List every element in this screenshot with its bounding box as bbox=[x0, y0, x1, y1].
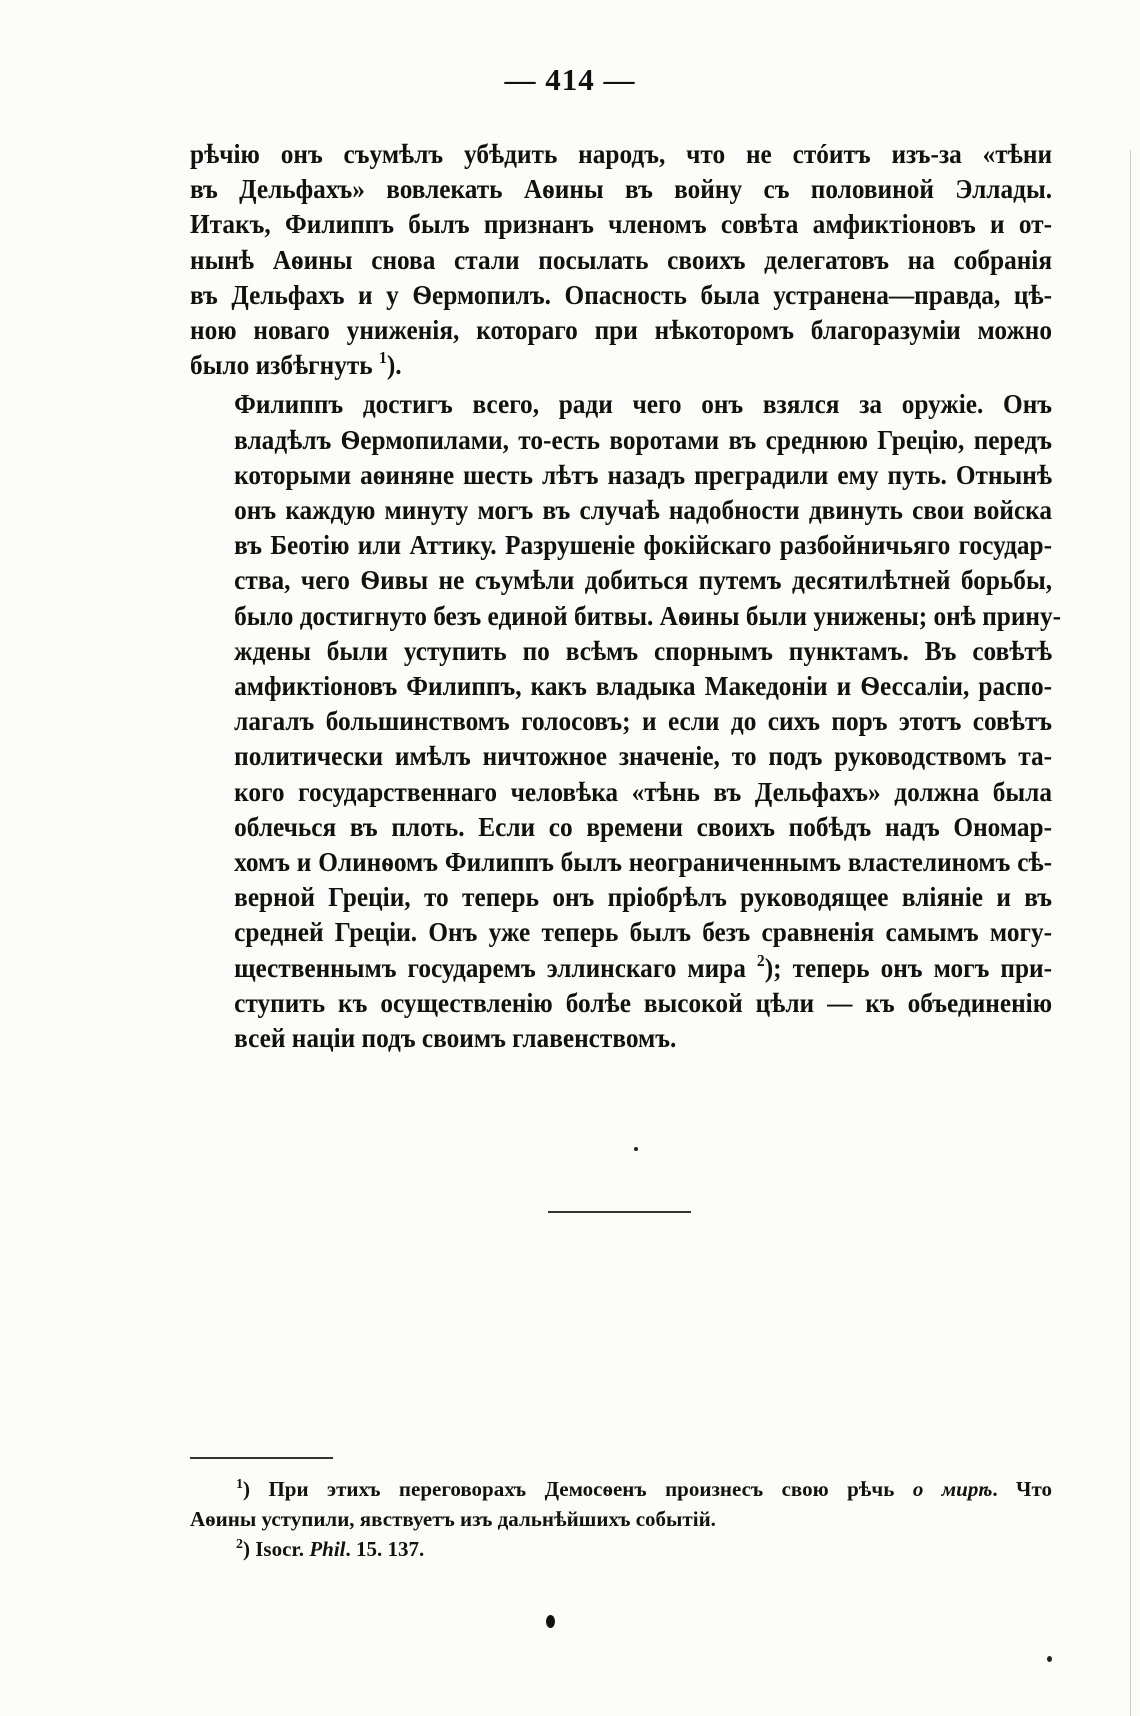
ink-blot bbox=[546, 1615, 555, 1628]
text-line: верной Греціи, то теперь онъ пріобрѣлъ руководящее вліяніе и въ bbox=[234, 881, 1053, 913]
text-fragment: ). bbox=[386, 349, 402, 381]
scan-edge bbox=[1130, 150, 1131, 1716]
text-line: рѣчію онъ съумѣлъ убѣдить народъ, что не стóитъ изъ-за «тѣни bbox=[190, 138, 1053, 169]
ink-speck bbox=[1047, 1656, 1052, 1662]
paragraph-2 bbox=[190, 386, 1062, 1055]
footnote-ref-1: 1 bbox=[379, 348, 387, 368]
footnote-2 bbox=[190, 1534, 1052, 1564]
text-line: амфиктіоновъ Филиппъ, какъ владыка Македоніи и Ѳессаліи, распо- bbox=[234, 670, 1053, 702]
text-line: въ Беотію или Аттику. Разрушеніе фокійскаго разбойничьяго государ- bbox=[234, 529, 1053, 561]
footnote-divider bbox=[190, 1457, 333, 1459]
section-divider bbox=[548, 1211, 691, 1213]
paragraph-1 bbox=[190, 136, 1052, 382]
footnote-marker: 1 bbox=[236, 1477, 243, 1492]
text-line: въ Дельфахъ и у Ѳермопилъ. Опасность была устранена—правда, цѣ- bbox=[190, 278, 1053, 310]
footnote-ref-2: 2 bbox=[756, 950, 765, 970]
text-line: владѣлъ Ѳермопилами, то-есть воротами въ среднюю Грецію, передъ bbox=[234, 423, 1053, 455]
text-line: хомъ и Олинѳомъ Филиппъ былъ неограниченнымъ властелиномъ сѣ- bbox=[234, 846, 1053, 878]
text-line: ждены были уступить по всѣмъ спорнымъ пунктамъ. Въ совѣтѣ bbox=[234, 634, 1053, 666]
text-fragment: щественнымъ государемъ эллинскаго мира bbox=[234, 951, 746, 983]
text-line bbox=[190, 950, 1052, 985]
text-line: ступить къ осуществленію болѣе высокой цѣли — къ объединенію bbox=[234, 986, 1053, 1018]
body-text bbox=[190, 136, 1062, 1055]
text-line: онъ каждую минуту могъ въ случаѣ надобности двинуть свои войска bbox=[234, 494, 1053, 526]
footnote-marker: 2 bbox=[236, 1537, 243, 1552]
text-line: облечься въ плоть. Если со времени своихъ побѣдъ надъ Ономар- bbox=[234, 810, 1053, 842]
text-line: въ Дельфахъ» вовлекать Аѳины въ войну съ половиной Эллады. bbox=[190, 173, 1053, 205]
footnote-italic: Phil bbox=[309, 1537, 346, 1561]
text-line: кого государственнаго человѣка «тѣнь въ Дельфахъ» должна была bbox=[234, 775, 1053, 807]
text-line: было достигнуто безъ единой битвы. Аѳины были унижены; онѣ прину- bbox=[234, 599, 1062, 631]
text-fragment: было избѣгнуть bbox=[190, 349, 373, 381]
footnote-1 bbox=[190, 1474, 1052, 1504]
text-line bbox=[190, 347, 1052, 382]
footnote-text: . Что bbox=[992, 1477, 1052, 1501]
text-fragment: ); теперь онъ могъ при- bbox=[764, 951, 1053, 983]
text-line: которыми аѳиняне шесть лѣтъ назадъ преградили ему путь. Отнынѣ bbox=[234, 458, 1053, 490]
footnote-1-continued: Аѳины уступили, явствуетъ изъ дальнѣйшихъ событій. bbox=[190, 1507, 716, 1531]
text-line: Итакъ, Филиппъ былъ признанъ членомъ совѣта амфиктіоновъ и от- bbox=[190, 208, 1053, 240]
footnote-text: . 15. 137. bbox=[345, 1537, 425, 1561]
text-line: нынѣ Аѳины снова стали посылать своихъ делегатовъ на собранія bbox=[190, 243, 1053, 275]
text-line: всей націи подъ своимъ главенствомъ. bbox=[234, 1022, 677, 1054]
footnotes bbox=[190, 1474, 1052, 1564]
ink-dot bbox=[634, 1147, 638, 1151]
text-line: ства, чего Ѳивы не съумѣли добиться путемъ десятилѣтней борьбы, bbox=[234, 564, 1053, 596]
footnote-italic: о мирѣ bbox=[912, 1477, 993, 1501]
text-line: средней Греціи. Онъ уже теперь былъ безъ сравненія самымъ могу- bbox=[234, 916, 1053, 948]
text-line: лагалъ большинствомъ голосовъ; и если до сихъ поръ этотъ совѣтъ bbox=[234, 705, 1053, 737]
text-line: политически имѣлъ ничтожное значеніе, то подъ руководствомъ та- bbox=[234, 740, 1053, 772]
footnote-text: ) При этихъ переговорахъ Демосѳенъ произнесъ свою рѣчь bbox=[243, 1477, 913, 1501]
text-line: Филиппъ достигъ всего, ради чего онъ взялся за оружіе. Онъ bbox=[234, 388, 1053, 420]
text-line: ною новаго униженія, котораго при нѣкоторомъ благоразуміи можно bbox=[190, 314, 1053, 346]
footnote-text: ) Isocr. bbox=[243, 1537, 310, 1561]
page-number: — 414 — bbox=[504, 62, 636, 97]
